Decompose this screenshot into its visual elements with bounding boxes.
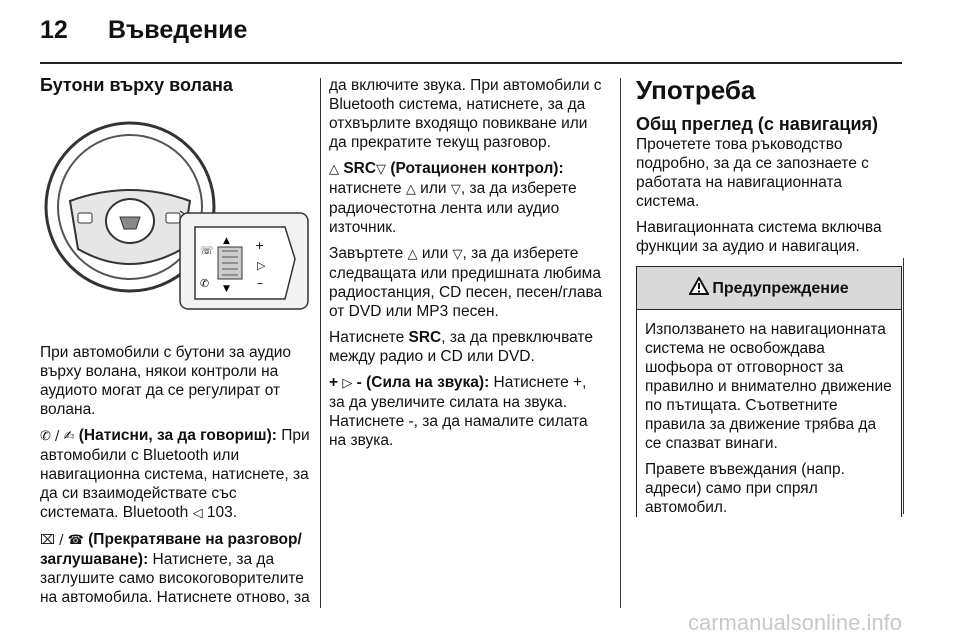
up-arrow-icon: △ — [329, 162, 339, 177]
paragraph-intro: При автомобили с бутони за аудио върху волана, някои контроли на аудиото могат да се регулират от волана. — [40, 344, 292, 418]
down-arrow-icon: ▽ — [450, 182, 461, 197]
talk-label: (Натисни, за да говориш): — [78, 427, 277, 444]
paragraph-volume — [329, 373, 605, 450]
column-1 — [40, 76, 312, 614]
page-header — [40, 16, 247, 45]
svg-text:–: – — [257, 276, 263, 290]
paragraph-end-call — [40, 530, 312, 607]
rotate-text-a: Завъртете — [329, 245, 408, 262]
paragraph-features: Навигационната система включва функции за аудио и навигация. — [636, 219, 882, 255]
end-call-text: Натиснете, за да заглушите само високоговорителите на автомобила. Натиснете отново, за — [40, 551, 310, 606]
volume-text: Натиснете +, за да увеличите силата на звука. Натиснете -, за да намалите силата на звука. — [329, 374, 588, 449]
down-arrow-icon: ▽ — [452, 247, 463, 262]
src-text-b: , за да изберете радиочестотна лента или аудио източник. — [329, 180, 577, 236]
section-title: Употреба — [636, 75, 756, 105]
src-press-b: , за да превключвате между радио и CD или DVD. — [329, 329, 593, 365]
down-arrow-icon: ▽ — [376, 162, 387, 177]
column-3 — [636, 76, 902, 524]
warning-title: Предупреждение — [712, 279, 849, 297]
warning-triangle-icon — [689, 277, 709, 300]
column-2 — [329, 76, 605, 457]
volume-label: - (Сила на звука): — [352, 374, 490, 391]
svg-text:✆: ✆ — [200, 277, 210, 290]
paragraph-src — [329, 159, 605, 237]
svg-text:▷: ▷ — [257, 259, 266, 272]
steering-wheel-illustration — [40, 109, 312, 319]
steering-wheel-svg — [40, 109, 312, 319]
subsection-title: Общ преглед (с навигация) — [636, 114, 879, 134]
column-divider-1 — [320, 78, 321, 608]
warning-paragraph-2: Правете въвеждания (напр. адреси) само при спрял автомобил. — [645, 461, 845, 516]
section-heading: Бутони върху волана — [40, 75, 233, 95]
rotate-text-b: , за да изберете следващата или предишната любима радиостанция, CD песен, песен/глава от DVD или MP3 песен. — [329, 245, 603, 320]
svg-text:+: + — [255, 239, 265, 252]
svg-text:▼: ▼ — [223, 284, 230, 294]
paragraph-rotate — [329, 244, 605, 321]
src-press-a: Натиснете — [329, 329, 409, 346]
talk-text: При автомобили с Bluetooth или навигационна система, натиснете, за да си взаимодействате със системата. Bluetooth — [40, 427, 310, 521]
page-ref-icon: ◁ — [192, 506, 203, 521]
rotate-text-or: или — [417, 245, 453, 262]
volume-icon: ▷ — [342, 376, 353, 391]
end-call-label: (Прекратяване на разговор/ заглушаване): — [40, 531, 302, 568]
watermark: carmanualsonline.info — [687, 610, 902, 635]
src-text-a: натиснете — [329, 180, 406, 197]
svg-text:▲: ▲ — [223, 236, 230, 246]
page-ref: 103. — [206, 504, 238, 521]
paragraph-talk — [40, 426, 312, 523]
up-arrow-icon: △ — [405, 182, 416, 197]
svg-text:☏: ☏ — [200, 244, 214, 257]
page-number: 12 — [40, 16, 68, 44]
column-divider-2 — [620, 78, 621, 608]
end-call-mute-icon: ⌧ / ☎ — [40, 533, 84, 548]
paragraph-continued: да включите звука. При автомобили с Bluetooth система, натиснете, за да отхвърлите входящо повикване или да прекратите текущ разговор. — [329, 77, 602, 151]
up-arrow-icon: △ — [407, 247, 418, 262]
volume-plus: + — [329, 374, 343, 391]
warning-box — [636, 266, 902, 517]
src-label-rest: (Ротационен контрол): — [386, 160, 564, 177]
src-press-src: SRC — [408, 329, 442, 346]
paragraph-src-press — [329, 328, 605, 366]
warning-body — [637, 310, 901, 517]
header-rule — [40, 62, 902, 64]
warning-paragraph-1: Използването на навигационната система не освобождава шофьора от отговорност за правилно и внимателно движение по пътищата. Съответните правила за движение трябва да се спазват винаги. — [645, 321, 892, 452]
src-label: SRC — [343, 160, 377, 177]
paragraph-overview: Прочетете това ръководство подробно, за да се запознаете с работата на навигационната система. — [636, 136, 869, 210]
talk-icon: ✆ / ✍ — [40, 429, 75, 444]
warning-header — [637, 267, 901, 310]
column-divider-3 — [903, 258, 904, 514]
src-text-or: или — [415, 180, 451, 197]
page-title: Въведение — [108, 16, 248, 44]
